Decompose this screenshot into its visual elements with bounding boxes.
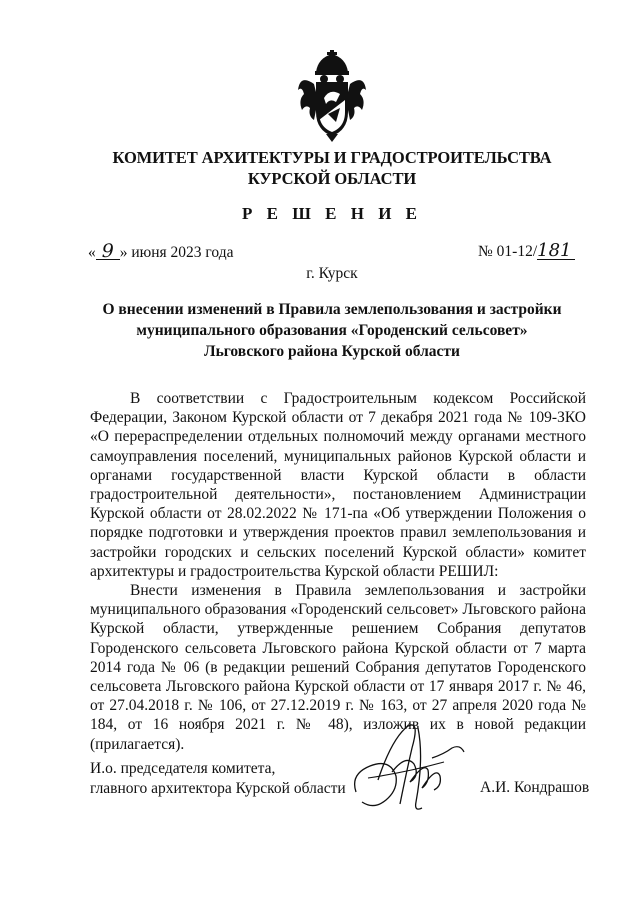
organization-name bbox=[0, 147, 640, 189]
document-number bbox=[478, 240, 575, 261]
signer-position bbox=[90, 759, 346, 799]
document-body bbox=[90, 389, 586, 754]
signer-position-line-1: И.о. председателя комитета, bbox=[90, 760, 276, 777]
organization-line-1: КОМИТЕТ АРХИТЕКТУРЫ И ГРАДОСТРОИТЕЛЬСТВА bbox=[112, 148, 552, 167]
document-date bbox=[88, 240, 234, 262]
body-paragraph-2: Внести изменения в Правила землепользования и застройки муниципального образования «Городенский сельсовет» Льговского района Курской области, утвержденные решением Собрания депутатов Городенского сельсовета Льговского района Курской области от 7 марта 2014 года № 06 (в редакции решений Собрания депутатов Городенского сельсовета Льговского района Курской области от 17 января 2017 г. № 46, от 27.04.2018 г. № 106, от 27.12.2019 г. № 163, от 27 апреля 2020 года № 184, от 16 ноября 2021 г. № 48), изложив их в новой редакции (прилагается). bbox=[90, 582, 586, 753]
date-day-handwritten: 9 bbox=[96, 243, 120, 260]
subject-line-3: Льговского района Курской области bbox=[204, 343, 460, 360]
signer-position-line-2: главного архитектора Курской области bbox=[90, 780, 346, 797]
signer-name: А.И. Кондрашов bbox=[480, 779, 590, 796]
document-subject bbox=[40, 299, 624, 362]
number-handwritten: 181 bbox=[537, 243, 575, 260]
document-title: Р Е Ш Е Н И Е bbox=[241, 204, 422, 223]
date-open-quote: « bbox=[88, 244, 96, 261]
coat-of-arms-icon bbox=[296, 50, 368, 142]
document-city: г. Курск bbox=[306, 265, 358, 282]
body-paragraph-1: В соответствии с Градостроительным кодексом Российской Федерации, Законом Курской области от 7 декабря 2021 года № 109-ЗКО «О перераспределении отдельных полномочий между органами местного самоуправления поселений, муниципальных районов Курской области и органами государственной власти Курской области в области градостроительной деятельности», постановлением Администрации Курской области от 28.02.2022 № 171-па «Об утверждении Положения о порядке подготовки и утверждения проектов правил землепользования и застройки городских и сельских поселений Курской области» комитет архитектуры и градостроительства Курской области РЕШИЛ: bbox=[90, 390, 586, 580]
subject-line-2: муниципального образования «Городенский сельсовет» bbox=[136, 322, 528, 339]
number-prefix: № 01-12/ bbox=[478, 243, 538, 260]
subject-line-1: О внесении изменений в Правила землепользования и застройки bbox=[102, 301, 562, 318]
organization-line-2: КУРСКОЙ ОБЛАСТИ bbox=[247, 169, 417, 188]
handwritten-signature-icon bbox=[348, 718, 466, 818]
date-month-year: » июня 2023 года bbox=[119, 244, 234, 261]
